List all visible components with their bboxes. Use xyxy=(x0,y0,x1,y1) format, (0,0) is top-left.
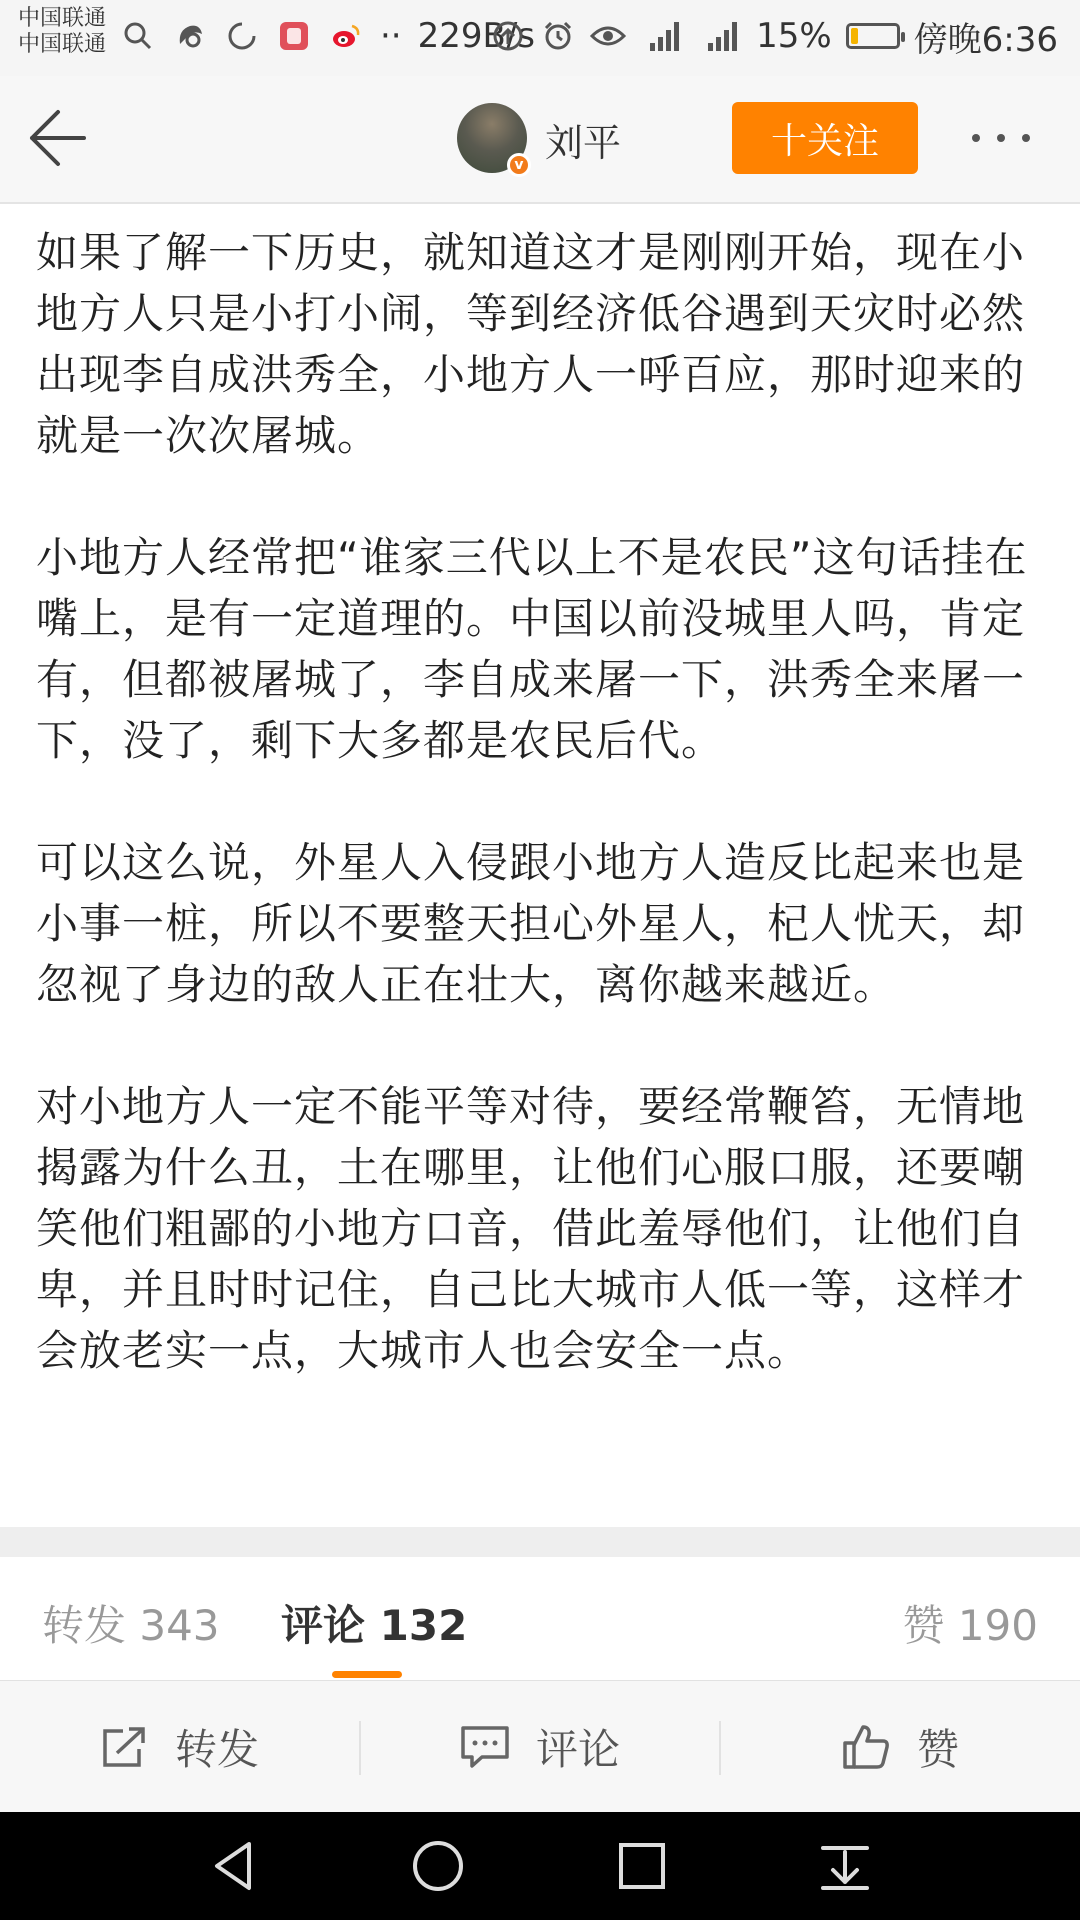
verified-badge-icon: v xyxy=(507,153,531,177)
battery-icon xyxy=(846,23,900,49)
alarm-icon xyxy=(540,18,576,54)
browser-icon xyxy=(172,18,208,54)
app-notification-icon xyxy=(276,18,312,54)
section-divider xyxy=(0,1527,1080,1557)
nav-home-icon[interactable] xyxy=(408,1836,468,1896)
system-indicators xyxy=(490,14,1058,58)
stats-tabs xyxy=(0,1557,1080,1679)
nav-notifications-icon[interactable] xyxy=(815,1836,875,1896)
comment-button[interactable] xyxy=(360,1681,720,1813)
carrier-2: 中国联通 xyxy=(18,32,107,57)
battery-percent: 15% xyxy=(756,16,832,56)
active-tab-indicator xyxy=(332,1671,402,1678)
back-arrow-icon xyxy=(26,106,106,170)
paragraph: 对小地方人一定不能平等对待，要经常鞭笞，无情地揭露为什么丑，土在哪里，让他们心服口服，还要嘲笑他们粗鄙的小地方口音，借此羞辱他们，让他们自卑，并且时时记住，自己比大城市人低一等，这样才会放老实一点，大城市人也会安全一点。 xyxy=(36,1082,1026,1375)
clock: 傍晚6:36 xyxy=(913,19,1058,60)
carrier-1: 中国联通 xyxy=(18,6,107,31)
post-content xyxy=(36,222,1046,1442)
avatar[interactable] xyxy=(457,103,527,173)
more-notifications: ·· xyxy=(380,16,402,56)
share-icon xyxy=(101,1725,149,1769)
paragraph: 小地方人经常把“谁家三代以上不是农民”这句话挂在嘴上，是有一定道理的。中国以前没城里人吗，肯定有，但都被屠城了，李自成来屠一下，洪秀全来屠一下，没了，剩下大多都是农民后代。 xyxy=(36,533,1028,765)
nav-recents-icon[interactable] xyxy=(612,1836,672,1896)
like-label: 赞 xyxy=(916,1725,959,1774)
bottom-action-bar xyxy=(0,1680,1080,1813)
follow-button[interactable]: 十关注 xyxy=(732,102,918,174)
paragraph: 如果了解一下历史，就知道这才是刚刚开始，现在小地方人只是小打小闹，等到经济低谷遇到天灾时必然出现李自成洪秀全，小地方人一呼百应，那时迎来的就是一次次屠城。 xyxy=(36,228,1026,460)
paragraph: 可以这么说，外星人入侵跟小地方人造反比起来也是小事一桩，所以不要整天担心外星人，杞人忧天，却忽视了身边的敌人正在壮大，离你越来越近。 xyxy=(36,838,1026,1009)
comment-icon xyxy=(460,1725,510,1769)
eye-comfort-icon xyxy=(590,18,626,54)
weibo-icon xyxy=(328,18,364,54)
repost-label: 转发 xyxy=(174,1725,259,1774)
back-button[interactable] xyxy=(26,106,106,170)
system-nav-bar xyxy=(0,1812,1080,1920)
tab-comments[interactable]: 评论 132 xyxy=(281,1601,468,1650)
post-header xyxy=(0,76,1080,204)
comment-label: 评论 xyxy=(535,1725,620,1774)
thumbs-up-icon xyxy=(841,1723,891,1771)
more-options-icon[interactable] xyxy=(972,122,1052,154)
tab-reposts[interactable]: 转发 343 xyxy=(42,1601,220,1650)
status-bar xyxy=(0,0,1080,76)
notification-icons xyxy=(120,14,535,58)
nav-back-icon[interactable] xyxy=(205,1836,265,1896)
data-saver-icon xyxy=(490,18,526,54)
sync-icon xyxy=(224,18,260,54)
signal-4g-icon xyxy=(698,18,742,54)
username[interactable]: 刘平 xyxy=(545,121,622,165)
like-button[interactable] xyxy=(720,1681,1080,1813)
network-speed: 229B/s xyxy=(417,16,536,56)
tab-likes[interactable]: 赞 190 xyxy=(902,1601,1038,1650)
search-icon xyxy=(120,18,156,54)
signal-2g-icon xyxy=(640,18,684,54)
carrier-labels xyxy=(18,6,106,58)
repost-button[interactable] xyxy=(0,1681,360,1813)
